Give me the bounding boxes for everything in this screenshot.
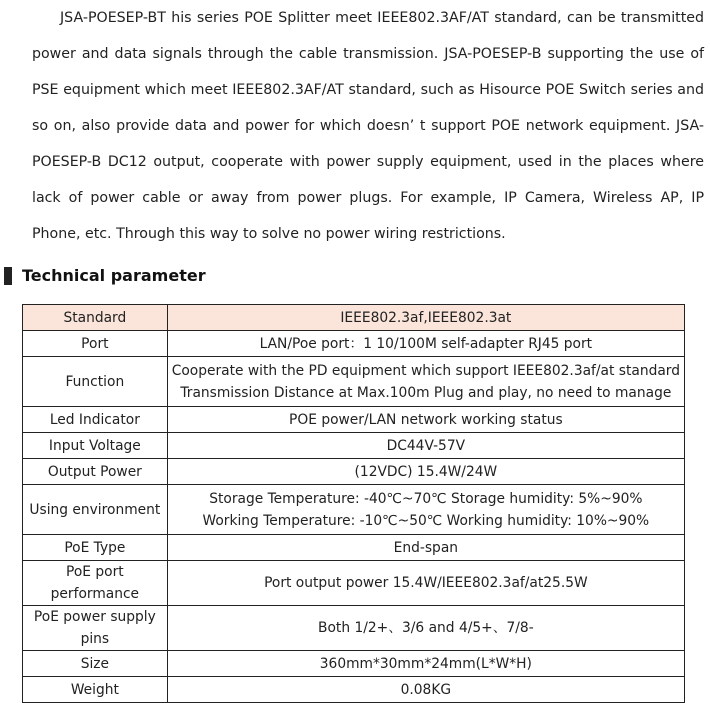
param-label: PoE power supply pins [23, 606, 168, 651]
table-row [23, 331, 685, 357]
param-value: Storage Temperature: -40℃~70℃ Storage humidity: 5%~90% Working Temperature: -10℃~50℃ Working humidity: 10%~90% [167, 485, 684, 535]
param-value: Cooperate with the PD equipment which support IEEE802.3af/at standard Transmission Distance at Max.100m Plug and play, no need to manage [167, 357, 684, 407]
param-label: Standard [23, 305, 168, 331]
param-label: Input Voltage [23, 433, 168, 459]
section-heading [4, 266, 206, 285]
param-value: Port output power 15.4W/IEEE802.3af/at25.5W [167, 561, 684, 606]
param-label: Function [23, 357, 168, 407]
param-value: 0.08KG [167, 677, 684, 703]
param-label: PoE Type [23, 535, 168, 561]
section-title: Technical parameter [22, 266, 206, 285]
param-label: Size [23, 651, 168, 677]
table-row [23, 407, 685, 433]
table-row [23, 535, 685, 561]
table-row [23, 433, 685, 459]
param-label: Port [23, 331, 168, 357]
param-value: IEEE802.3af,IEEE802.3at [167, 305, 684, 331]
table-row [23, 606, 685, 651]
intro-paragraph: JSA-POESEP-BT his series POE Splitter meet IEEE802.3AF/AT standard, can be transmitted power and data signals through the cable transmission. JSA-POESEP-B supporting the use of PSE equipment which meet IEEE802.3AF/AT standard, such as Hisource POE Switch series and so on, also provide data and power for which doesn’ t support POE network equipment. JSA-POESEP-B DC12 output, cooperate with power supply equipment, used in the places where lack of power cable or away from power plugs. For example, IP Camera, Wireless AP, IP Phone, etc. Through this way to solve no power wiring restrictions. [32, 10, 704, 242]
technical-parameter-table [22, 304, 685, 703]
table-row [23, 677, 685, 703]
heading-bar-marker [4, 267, 12, 285]
table-row [23, 651, 685, 677]
param-value: 360mm*30mm*24mm(L*W*H) [167, 651, 684, 677]
param-value: POE power/LAN network working status [167, 407, 684, 433]
param-label: PoE port performance [23, 561, 168, 606]
param-value: LAN/Poe port：1 10/100M self-adapter RJ45 port [167, 331, 684, 357]
param-value: Both 1/2+、3/6 and 4/5+、7/8- [167, 606, 684, 651]
param-label: Output Power [23, 459, 168, 485]
table-row [23, 305, 685, 331]
param-label: Weight [23, 677, 168, 703]
param-value: (12VDC) 15.4W/24W [167, 459, 684, 485]
table-row [23, 357, 685, 407]
param-value: DC44V-57V [167, 433, 684, 459]
table-row [23, 485, 685, 535]
table-row [23, 459, 685, 485]
param-value: End-span [167, 535, 684, 561]
param-label: Using environment [23, 485, 168, 535]
table-row [23, 561, 685, 606]
param-label: Led Indicator [23, 407, 168, 433]
